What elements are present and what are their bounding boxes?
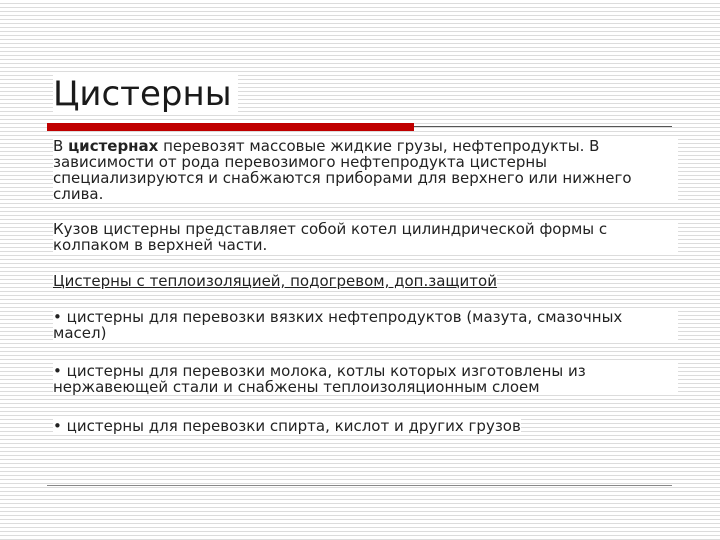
intro-bold-term: цистернах (68, 137, 159, 155)
title-divider-line (414, 126, 672, 127)
bullet-item-3 (53, 418, 521, 434)
bullet-item-2 (53, 363, 678, 395)
paragraph-body-shape: Кузов цистерны представляет собой котел цилиндрической формы с колпаком в верхней части. (53, 221, 678, 253)
bullet-text: цистерны для перевозки спирта, кислот и других грузов (66, 417, 521, 435)
bullet-icon: • (53, 417, 62, 435)
intro-lead: В (53, 137, 69, 155)
bullet-item-1 (53, 309, 678, 341)
intro-rest: перевозят массовые жидкие грузы, нефтепродукты. В зависимости от рода перевозимого нефтепродукта цистерны специализируются и снабжаются приборами для верхнего или нижнего слива. (53, 137, 632, 203)
bullet-text: цистерны для перевозки молока, котлы которых изготовлены из нержавеющей стали и снабжены теплоизоляционным слоем (53, 362, 586, 396)
bullet-icon: • (53, 362, 62, 380)
bottom-divider-line (47, 485, 672, 486)
slide-title: Цистерны (53, 74, 238, 114)
slide-body (53, 138, 678, 434)
title-accent-bar (47, 123, 414, 131)
bullet-text: цистерны для перевозки вязких нефтепродуктов (мазута, смазочных масел) (53, 308, 623, 342)
paragraph-intro (53, 138, 678, 202)
paragraph-subheading: Цистерны с теплоизоляцией, подогревом, доп.защитой (53, 272, 497, 290)
bullet-icon: • (53, 308, 62, 326)
